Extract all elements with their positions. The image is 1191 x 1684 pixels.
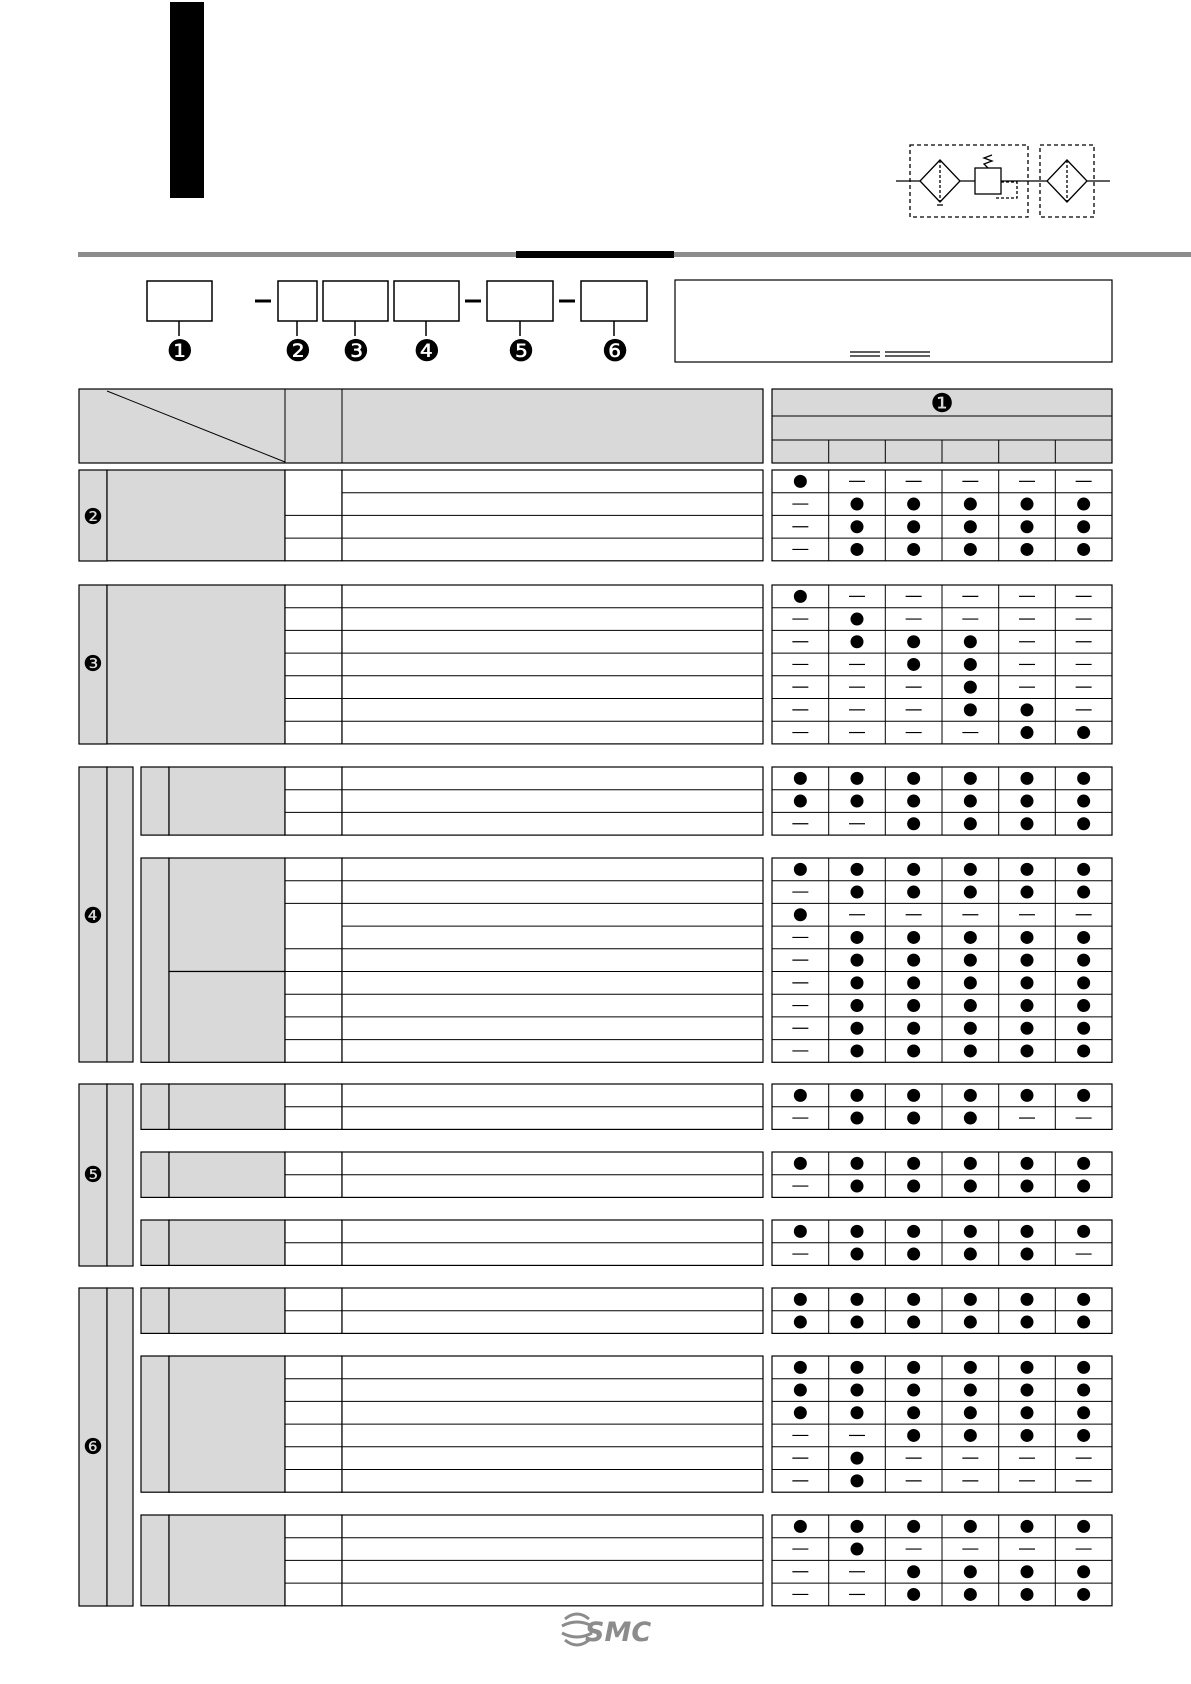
part-number-boxes <box>147 281 647 336</box>
availability-dot <box>964 1248 977 1261</box>
availability-dot <box>1021 498 1034 511</box>
availability-dot <box>794 1157 807 1170</box>
availability-dot <box>1077 1316 1090 1329</box>
availability-dot <box>1021 726 1034 739</box>
availability-dot <box>794 795 807 808</box>
matrix-block <box>772 1084 1112 1129</box>
availability-dot <box>964 1112 977 1125</box>
availability-dot <box>1077 999 1090 1012</box>
availability-dot <box>907 1180 920 1193</box>
availability-dot <box>964 1588 977 1601</box>
availability-dot <box>851 1044 864 1057</box>
header-badge-1: ❶ <box>930 389 954 419</box>
availability-dot <box>907 1361 920 1374</box>
availability-dot <box>964 681 977 694</box>
availability-dot <box>907 1089 920 1102</box>
availability-dot <box>964 1429 977 1442</box>
availability-dot <box>964 1157 977 1170</box>
availability-dot <box>907 1248 920 1261</box>
matrix-block <box>772 1356 1112 1492</box>
availability-dot <box>1021 1022 1034 1035</box>
availability-dot <box>964 795 977 808</box>
availability-dot <box>1077 954 1090 967</box>
availability-dot <box>907 886 920 899</box>
matrix-block <box>772 1152 1112 1197</box>
availability-dot <box>907 1520 920 1533</box>
availability-dot <box>794 1520 807 1533</box>
availability-dot <box>794 475 807 488</box>
availability-dot <box>1077 1157 1090 1170</box>
availability-dot <box>851 1225 864 1238</box>
matrix-block <box>772 1220 1112 1265</box>
availability-dot <box>1077 543 1090 556</box>
availability-dot <box>907 520 920 533</box>
availability-dot <box>1077 1022 1090 1035</box>
availability-dot <box>1077 1089 1090 1102</box>
availability-dot <box>907 795 920 808</box>
option-block <box>107 585 763 744</box>
availability-dot <box>964 1022 977 1035</box>
availability-dot <box>964 520 977 533</box>
smc-logo-text: SMC <box>585 1617 652 1648</box>
availability-dot <box>1021 1520 1034 1533</box>
availability-dot <box>794 1384 807 1397</box>
availability-dot <box>964 1089 977 1102</box>
availability-dot <box>907 999 920 1012</box>
availability-dot <box>1077 1180 1090 1193</box>
availability-dot <box>851 1406 864 1419</box>
availability-dot <box>907 1588 920 1601</box>
availability-dot <box>964 1565 977 1578</box>
matrix-block <box>772 858 1112 1062</box>
availability-dot <box>907 1293 920 1306</box>
availability-dot <box>964 817 977 830</box>
availability-dot <box>851 1157 864 1170</box>
matrix-block <box>772 470 1112 561</box>
matrix-block <box>772 1288 1112 1333</box>
availability-dot <box>1077 886 1090 899</box>
availability-dot <box>851 1361 864 1374</box>
availability-dot <box>964 1225 977 1238</box>
availability-dot <box>1021 703 1034 716</box>
compatibility-matrix <box>772 470 1112 1606</box>
group-badge-6: ❻ <box>83 1435 103 1460</box>
availability-dot <box>794 590 807 603</box>
availability-dot <box>851 795 864 808</box>
availability-dot <box>1021 976 1034 989</box>
availability-dot <box>1021 1406 1034 1419</box>
availability-dot <box>1021 931 1034 944</box>
note-box-underline <box>850 352 930 356</box>
availability-dot <box>851 931 864 944</box>
availability-dot <box>851 1248 864 1261</box>
availability-dot <box>1077 1044 1090 1057</box>
availability-dot <box>1021 1429 1034 1442</box>
smc-logo <box>562 1614 651 1648</box>
availability-dot <box>907 1157 920 1170</box>
availability-dot <box>907 1316 920 1329</box>
availability-dot <box>1021 817 1034 830</box>
availability-dot <box>964 1361 977 1374</box>
group-badge-4: ❹ <box>83 904 103 929</box>
availability-dot <box>794 1089 807 1102</box>
availability-dot <box>1077 726 1090 739</box>
matrix-block <box>772 1515 1112 1606</box>
availability-dot <box>907 817 920 830</box>
availability-dot <box>964 498 977 511</box>
availability-dot <box>964 999 977 1012</box>
availability-dot <box>1021 1180 1034 1193</box>
option-block <box>107 470 763 561</box>
group-badge-3: ❸ <box>83 652 103 677</box>
availability-dot <box>1077 817 1090 830</box>
availability-dot <box>1021 795 1034 808</box>
availability-dot <box>794 1225 807 1238</box>
availability-dot <box>1077 1588 1090 1601</box>
availability-dot <box>1077 520 1090 533</box>
option-block <box>141 1084 763 1129</box>
availability-dot <box>851 1384 864 1397</box>
availability-dot <box>794 908 807 921</box>
availability-dot <box>907 1406 920 1419</box>
availability-dot <box>851 1316 864 1329</box>
availability-dot <box>851 1293 864 1306</box>
availability-dot <box>1021 1248 1034 1261</box>
availability-dot <box>907 954 920 967</box>
availability-dot <box>851 1543 864 1556</box>
option-block <box>141 1220 763 1265</box>
availability-dot <box>1077 498 1090 511</box>
availability-dot <box>907 976 920 989</box>
availability-dot <box>907 543 920 556</box>
availability-dot <box>964 1384 977 1397</box>
availability-dot <box>964 658 977 671</box>
availability-dot <box>1021 1361 1034 1374</box>
availability-dot <box>1077 1565 1090 1578</box>
availability-dot <box>851 520 864 533</box>
matrix-block <box>772 585 1112 744</box>
availability-dot <box>1021 1384 1034 1397</box>
availability-dot <box>1077 1293 1090 1306</box>
availability-dot <box>1021 1089 1034 1102</box>
group-badge-2: ❷ <box>83 505 103 530</box>
availability-dot <box>1021 1225 1034 1238</box>
availability-dot <box>1077 1384 1090 1397</box>
availability-dot <box>794 1293 807 1306</box>
availability-dot <box>794 863 807 876</box>
availability-dot <box>851 1452 864 1465</box>
availability-dot <box>1021 886 1034 899</box>
availability-dot <box>964 772 977 785</box>
badge-6: ❻ <box>601 334 629 369</box>
option-block <box>141 767 763 835</box>
availability-dot <box>907 772 920 785</box>
availability-dot <box>1077 931 1090 944</box>
availability-dot <box>964 886 977 899</box>
availability-dot <box>1021 772 1034 785</box>
availability-dot <box>794 1361 807 1374</box>
availability-dot <box>851 613 864 626</box>
availability-dot <box>851 543 864 556</box>
availability-dot <box>964 635 977 648</box>
availability-dot <box>1077 1406 1090 1419</box>
availability-dot <box>851 999 864 1012</box>
availability-dot <box>964 1406 977 1419</box>
availability-dot <box>851 1180 864 1193</box>
option-block <box>141 1288 763 1333</box>
availability-dot <box>907 1225 920 1238</box>
availability-dot <box>851 1520 864 1533</box>
availability-dot <box>907 931 920 944</box>
availability-dot <box>794 772 807 785</box>
availability-dot <box>964 543 977 556</box>
availability-dot <box>1021 1316 1034 1329</box>
availability-dot <box>1021 1293 1034 1306</box>
availability-dot <box>1077 1225 1090 1238</box>
header-black-tab <box>170 2 204 198</box>
availability-dot <box>1021 520 1034 533</box>
availability-dot <box>964 1520 977 1533</box>
availability-dot <box>1021 1157 1034 1170</box>
availability-dot <box>851 1474 864 1487</box>
availability-dot <box>1021 543 1034 556</box>
availability-dot <box>851 954 864 967</box>
option-block <box>141 1152 763 1197</box>
option-block <box>141 1356 763 1492</box>
availability-dot <box>964 703 977 716</box>
availability-dot <box>794 1406 807 1419</box>
availability-dot <box>907 1022 920 1035</box>
availability-dot <box>1077 772 1090 785</box>
availability-dot <box>964 1316 977 1329</box>
availability-dot <box>1021 1565 1034 1578</box>
availability-dot <box>851 1089 864 1102</box>
option-label-area <box>79 470 763 1606</box>
table-header-left <box>79 389 763 463</box>
availability-dot <box>1077 863 1090 876</box>
availability-dot <box>1021 999 1034 1012</box>
availability-dot <box>964 1180 977 1193</box>
pneumatic-symbol-icon <box>896 145 1110 217</box>
availability-dot <box>907 658 920 671</box>
matrix-block <box>772 767 1112 835</box>
table-header-right <box>772 389 1112 463</box>
note-box <box>675 280 1112 362</box>
availability-dot <box>1077 1429 1090 1442</box>
availability-dot <box>1077 1361 1090 1374</box>
availability-dot <box>851 772 864 785</box>
availability-dot <box>907 863 920 876</box>
availability-dot <box>964 1044 977 1057</box>
availability-dot <box>851 863 864 876</box>
availability-dot <box>1077 1520 1090 1533</box>
availability-dot <box>907 635 920 648</box>
availability-dot <box>794 1316 807 1329</box>
group-badge-5: ❺ <box>83 1163 103 1188</box>
availability-dot <box>1021 1044 1034 1057</box>
badge-4: ❹ <box>413 334 441 369</box>
availability-dot <box>964 1293 977 1306</box>
availability-dot <box>1021 1588 1034 1601</box>
option-block <box>141 1515 763 1606</box>
availability-dot <box>907 1384 920 1397</box>
availability-dot <box>907 1565 920 1578</box>
badge-2: ❷ <box>284 334 312 369</box>
badge-1: ❶ <box>166 334 194 369</box>
availability-dot <box>1077 795 1090 808</box>
badge-5: ❺ <box>507 334 535 369</box>
badge-3: ❸ <box>342 334 370 369</box>
availability-dot <box>964 931 977 944</box>
availability-dot <box>964 863 977 876</box>
availability-dot <box>851 1022 864 1035</box>
availability-dot <box>964 954 977 967</box>
availability-dot <box>1021 954 1034 967</box>
availability-dot <box>851 635 864 648</box>
availability-dot <box>851 498 864 511</box>
option-block <box>141 858 763 1062</box>
availability-dot <box>907 498 920 511</box>
availability-dot <box>1021 863 1034 876</box>
availability-dot <box>907 1112 920 1125</box>
availability-dot <box>907 1429 920 1442</box>
availability-dot <box>851 886 864 899</box>
section-rule-highlight <box>516 251 674 258</box>
availability-dot <box>851 1112 864 1125</box>
availability-dot <box>851 976 864 989</box>
availability-dot <box>1077 976 1090 989</box>
availability-dot <box>907 1044 920 1057</box>
availability-dot <box>964 976 977 989</box>
